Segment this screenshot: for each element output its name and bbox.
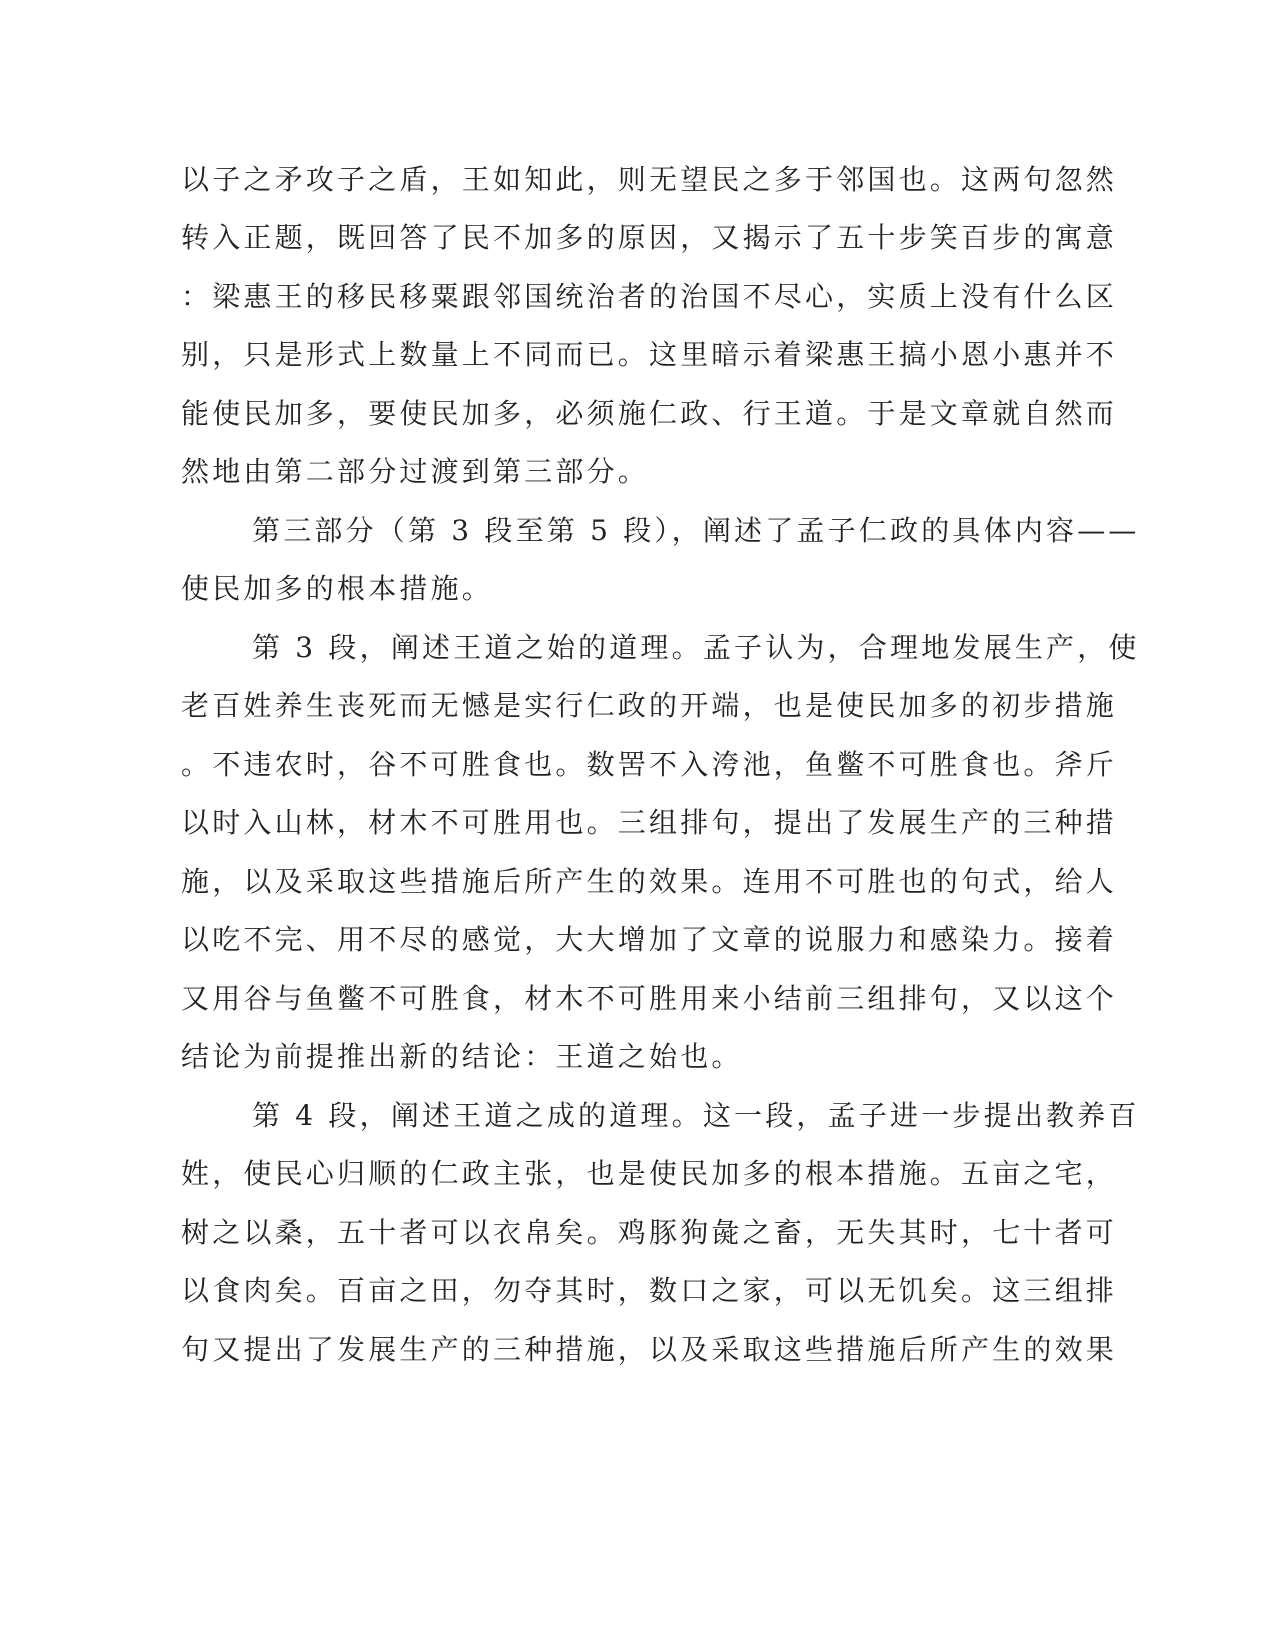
text-line: 转入正题，既回答了民不加多的原因，又揭示了五十步笑百步的寓意: [181, 221, 1118, 254]
text-line: 姓，使民心归顺的仁政主张，也是使民加多的根本措施。五亩之宅，: [181, 1157, 1118, 1190]
paragraph-first-line: 第三部分（第 3 段至第 5 段），阐述了孟子仁政的具体内容——: [252, 514, 1140, 547]
text-line: 树之以桑，五十者可以衣帛矣。鸡豚狗彘之畜，无失其时，七十者可: [181, 1216, 1118, 1249]
text-line: 句又提出了发展生产的三种措施，以及采取这些措施后所产生的效果: [181, 1333, 1118, 1366]
text-line: 能使民加多，要使民加多，必须施仁政、行王道。于是文章就自然而: [181, 397, 1118, 430]
text-line: 使民加多的根本措施。: [181, 572, 494, 605]
text-line: 别，只是形式上数量上不同而已。这里暗示着梁惠王搞小恩小惠并不: [181, 338, 1118, 371]
paragraph-first-line: 第 4 段，阐述王道之成的道理。这一段，孟子进一步提出教养百: [252, 1099, 1140, 1132]
text-line: 又用谷与鱼鳖不可胜食，材木不可胜用来小结前三组排句，又以这个: [181, 982, 1118, 1015]
text-line: 施，以及采取这些措施后所产生的效果。连用不可胜也的句式，给人: [181, 865, 1118, 898]
text-line: 老百姓养生丧死而无憾是实行仁政的开端，也是使民加多的初步措施: [181, 689, 1118, 722]
text-line: 以食肉矣。百亩之田，勿夺其时，数口之家，可以无饥矣。这三组排: [181, 1274, 1118, 1307]
paragraph-first-line: 第 3 段，阐述王道之始的道理。孟子认为，合理地发展生产，使: [252, 631, 1140, 664]
text-line: 以子之矛攻子之盾，王如知此，则无望民之多于邻国也。这两句忽然: [181, 163, 1118, 196]
text-line: 结论为前提推出新的结论：王道之始也。: [181, 1040, 743, 1073]
text-line: ：梁惠王的移民移粟跟邻国统治者的治国不尽心，实质上没有什么区: [181, 280, 1118, 313]
text-line: 以时入山林，材木不可胜用也。三组排句，提出了发展生产的三种措: [181, 806, 1118, 839]
text-line: 以吃不完、用不尽的感觉，大大增加了文章的说服力和感染力。接着: [181, 923, 1118, 956]
text-line: 然地由第二部分过渡到第三部分。: [181, 455, 650, 488]
text-line: 。不违农时，谷不可胜食也。数罟不入洿池，鱼鳖不可胜食也。斧斤: [181, 748, 1118, 781]
